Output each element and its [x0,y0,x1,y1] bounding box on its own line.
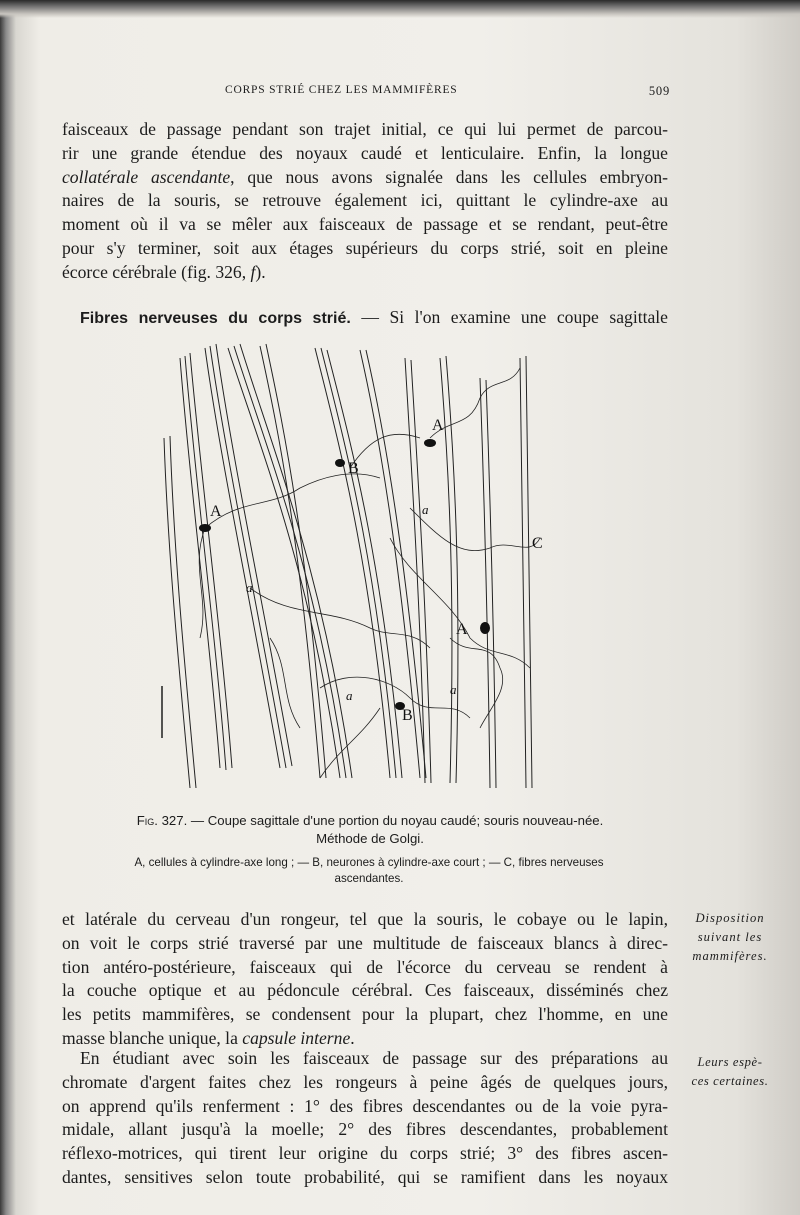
caption-line [100,812,640,830]
text-line: moment où il va se mêler aux faisceaux de passage et se rendant, peut-être [62,214,668,235]
figure-label: a [246,580,253,595]
text-run: écorce cérébrale (fig. 326, [62,261,251,282]
figure-label: A [432,417,444,434]
text-line [62,166,668,190]
figure-label: a [450,682,457,697]
figure-label: A [456,621,468,638]
text-line: midale, allant jusqu'à la moelle; 2° des fibres descendantes, probablement [62,1119,668,1140]
text-line [62,306,668,331]
text-line: rir une grande étendue des noyaux caudé et lenticulaire. Enfin, la longue [62,142,668,163]
text-run: masse blanche unique, la [62,1027,243,1048]
italic-term: collatérale ascendante [62,166,231,187]
text-run: ). [255,261,266,282]
margin-note-line: Disposition [695,911,765,925]
figure-label: a [422,502,429,517]
margin-note-line: Leurs espè- [697,1055,763,1069]
legend-line: ascendantes. [334,872,404,885]
figure-label: a [346,688,353,703]
figure-caption [100,812,640,848]
text-run: , que nous avons signalée dans les cellules embryon- [230,166,668,187]
text-run: . [350,1027,355,1048]
text-line: chromate d'argent faites chez les rongeurs à peine âgés de quelques jours, [62,1071,668,1092]
figure-327 [150,338,560,798]
italic-term: f [250,261,256,282]
text-line: la couche optique et au pédoncule cérébral. Ces faisceaux, disséminés chez [62,980,668,1001]
paragraph-2 [62,908,668,1051]
section-heading-line [62,306,668,331]
text-line: réflexo-motrices, qui tirent leur origine du corps strié; 3° des fibres ascen- [62,1143,668,1164]
text-line: pour s'y terminer, soit aux étages supérieurs du corps strié, soit en pleine [62,237,668,258]
page-number: 509 [648,84,670,98]
section-run-head: Fibres nerveuses du corps strié. [80,310,351,327]
figure-label: C [532,535,543,552]
margin-note-line: suivant les [697,930,763,944]
text-line: tion antéro-postérieure, faisceaux qui de l'écorce du cerveau se rendent à [62,956,668,977]
paragraph-3 [62,1047,668,1190]
golgi-drawing [150,338,560,798]
margin-note-line: mammifères. [692,949,768,963]
text-run: — Si l'on examine une coupe sagittale [350,307,668,327]
margin-note-disposition [680,909,780,966]
fiber-bundles [164,344,532,788]
text-line: on apprend qu'ils renferment : 1° des fibres descendantes ou de la voie pyra- [62,1095,668,1116]
figure-label: B [348,460,359,477]
paragraph-1 [62,118,668,285]
italic-term: capsule interne [242,1027,351,1048]
text-line [62,261,668,285]
text-run: — Coupe sagittale d'une portion du noyau caudé; souris nouveau-née. [187,813,604,828]
margin-note-line: ces certaines. [691,1074,769,1088]
figure-legend [72,855,666,887]
caption-line: Méthode de Golgi. [316,831,424,846]
page-edge [0,0,800,18]
figure-number: Fig. 327. [136,813,188,828]
text-line: et latérale du cerveau d'un rongeur, tel que la souris, le cobaye ou le lapin, [62,909,668,929]
legend-line: A, cellules à cylindre-axe long ; — B, neurones à cylindre-axe court ; — C, fibres nerveuses [134,856,604,869]
figure-label: B [402,707,413,724]
neuron-cell-bodies [199,439,490,710]
figure-label: A [210,503,222,520]
text-line: faisceaux de passage pendant son trajet initial, ce qui lui permet de parcou- [62,119,668,139]
text-line: les petits mammifères, se condensent pour la plupart, chez l'homme, en une [62,1004,668,1025]
running-head-title: CORPS STRIÉ CHEZ LES MAMMIFÈRES [225,84,458,96]
margin-note-especes [680,1053,780,1091]
text-line: naires de la souris, se retrouve également ici, quittant le cylindre-axe au [62,190,668,211]
text-line: on voit le corps strié traversé par une multitude de faisceaux blancs à direc- [62,932,668,953]
text-line: dantes, sensitives selon toute probabilité, qui se ramifient dans les noyaux [62,1166,668,1187]
text-line: En étudiant avec soin les faisceaux de passage sur des préparations au [80,1048,668,1068]
